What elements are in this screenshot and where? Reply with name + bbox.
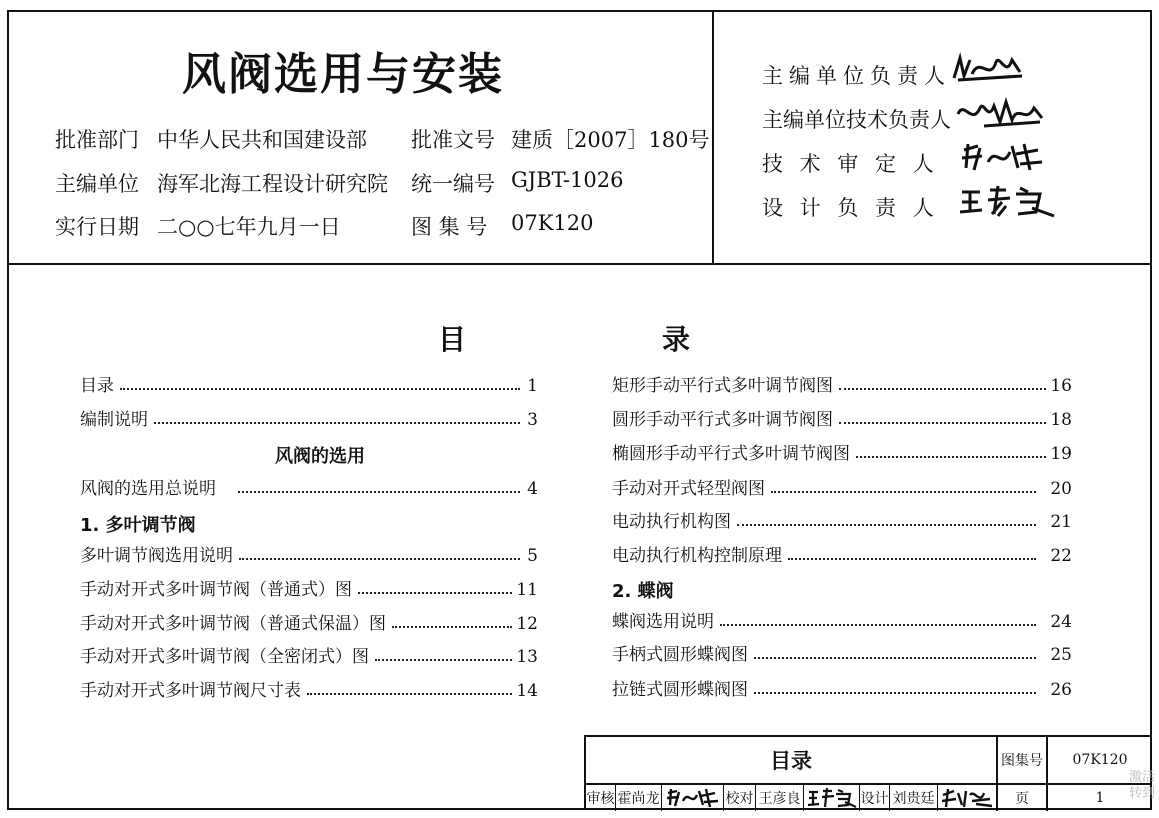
header-vertical-divider [712,10,714,264]
responsible-label: 主编单位技术负责人 [762,108,951,132]
toc-leader [392,626,512,628]
page-value: 1 [1095,790,1105,806]
toc-item-opposed-normal[interactable] [80,576,538,600]
signature-2 [954,96,1046,130]
toc-item-page: 14 [516,681,538,701]
toc-section-damper-selection: 风阀的选用 [275,446,365,467]
toc-leader [358,592,512,594]
header-divider [7,263,1152,265]
signature-3 [958,140,1046,174]
toc-item-title: 矩形手动平行式多叶调节阀图 [612,376,833,396]
toc-item-page: 12 [516,614,538,634]
toc-leader [754,657,1036,659]
toc-item-page: 11 [516,580,538,600]
activation-watermark: 激活 转到 [1128,770,1155,801]
toc-item-oval-parallel[interactable] [612,440,1072,464]
toc-item-title: 手动对开式轻型阀图 [612,479,765,499]
check-signature-mark [806,787,858,809]
toc-leader [754,692,1036,694]
check-signature [804,785,860,811]
toc-item-page: 26 [1050,680,1072,700]
toc-item-title: 圆形手动平行式多叶调节阀图 [612,410,833,430]
toc-leader [120,388,520,390]
toc-leader [856,456,1046,458]
review-signature-mark [665,787,721,809]
toc-leader [839,388,1046,390]
toc-item-title: 手动对开式多叶调节阀尺寸表 [80,681,301,701]
design-name: 刘贵廷 [890,785,938,811]
toc-leader [238,491,520,493]
responsible-row-1 [762,60,951,90]
toc-item-page: 21 [1050,512,1072,532]
toc-item-page: 3 [527,410,538,430]
toc-leader [737,524,1036,526]
responsible-label: 设 计 负 责 人 [762,196,934,220]
toc-item-title: 目录 [80,376,114,396]
toc-item-butterfly-notes[interactable] [612,608,1072,632]
toc-item-opposed-sealed[interactable] [80,643,538,667]
toc-item-title: 多叶调节阀选用说明 [80,546,233,566]
design-signature [938,785,998,811]
toc-item-contents[interactable] [80,372,538,396]
approval-value-2: GJBT-1026 [511,168,624,192]
toc-item-title: 风阀的选用总说明 [80,479,216,499]
toc-item-light-damper[interactable] [612,475,1072,499]
toc-item-actuator[interactable] [612,508,1072,532]
toc-heading-right: 录 [662,323,691,356]
toc-leader [375,659,512,661]
toc-item-opposed-dimensions[interactable] [80,677,538,701]
approval-value-2: 07K120 [511,211,594,235]
approval-label: 批准部门 [55,128,139,152]
page-label: 页 [998,785,1048,811]
approval-label-2: 图 集 号 [411,215,488,239]
atlas-number-label: 图集号 [998,737,1048,785]
design-label: 设计 [860,785,890,811]
check-label: 校对 [724,785,756,811]
responsible-label: 主编单位负责人 [762,64,951,88]
toc-item-page: 1 [527,376,538,396]
toc-item-title: 手动对开式多叶调节阀（普通式）图 [80,580,352,600]
toc-item-chain-butterfly[interactable] [612,676,1072,700]
toc-item-selection-general[interactable] [80,475,538,499]
toc-leader [788,558,1036,560]
check-name: 王彦良 [756,785,804,811]
toc-item-page: 19 [1050,444,1072,464]
toc-item-round-parallel[interactable] [612,406,1072,430]
toc-item-page: 20 [1050,479,1072,499]
toc-item-title: 蝶阀选用说明 [612,612,714,632]
approval-label-2: 批准文号 [411,128,495,152]
toc-leader [154,422,520,424]
approval-value-2: 建质［2007］180号 [511,128,710,152]
approval-label: 实行日期 [55,215,139,239]
toc-item-page: 18 [1050,410,1072,430]
toc-item-page: 5 [527,546,538,566]
approval-value: 海军北海工程设计研究院 [157,172,388,196]
toc-section-butterfly: 2. 蝶阀 [612,581,674,602]
review-name: 霍尚龙 [616,785,662,811]
toc-leader [720,624,1036,626]
drawing-title: 目录 [586,737,998,785]
toc-item-page: 25 [1050,645,1072,665]
toc-item-title: 拉链式圆形蝶阀图 [612,680,748,700]
toc-item-rect-parallel[interactable] [612,372,1072,396]
approval-value: 中华人民共和国建设部 [157,128,367,152]
atlas-title: 风阀选用与安装 [182,49,504,100]
responsible-row-4 [762,192,934,222]
approval-label-2: 统一编号 [411,172,495,196]
toc-leader [307,693,512,695]
toc-leader [239,558,520,560]
toc-leader [839,422,1046,424]
toc-leader [771,491,1036,493]
toc-item-title: 椭圆形手动平行式多叶调节阀图 [612,444,850,464]
toc-item-title: 编制说明 [80,410,148,430]
signature-4 [958,184,1058,218]
toc-item-title: 手动对开式多叶调节阀（全密闭式）图 [80,647,369,667]
toc-item-page: 16 [1050,376,1072,396]
design-signature-mark [940,787,994,809]
toc-item-page: 13 [516,647,538,667]
signature-1 [950,52,1030,86]
toc-item-multi-blade-notes[interactable] [80,542,538,566]
title-block [584,735,1150,809]
toc-item-title: 手动对开式多叶调节阀（普通式保温）图 [80,614,386,634]
responsible-row-3 [762,148,934,178]
toc-item-title: 手柄式圆形蝶阀图 [612,645,748,665]
toc-item-opposed-insulated[interactable] [80,610,538,634]
review-signature [662,785,724,811]
toc-item-page: 22 [1050,546,1072,566]
responsible-label: 技 术 审 定 人 [762,152,934,176]
approval-label: 主编单位 [55,172,139,196]
toc-section-multi-blade: 1. 多叶调节阀 [80,515,196,536]
toc-item-page: 24 [1050,612,1072,632]
review-label: 审核 [586,785,616,811]
toc-item-page: 4 [527,479,538,499]
toc-item-title: 电动执行机构图 [612,512,731,532]
toc-heading-left: 目 [438,323,467,356]
responsible-row-2 [762,104,951,134]
atlas-number-value: 07K120 [1048,737,1152,785]
toc-item-compilation-notes[interactable] [80,406,538,430]
toc-item-actuator-control[interactable] [612,542,1072,566]
approval-value: 二○○七年九月一日 [157,215,341,239]
toc-item-handle-butterfly[interactable] [612,641,1072,665]
toc-item-title: 电动执行机构控制原理 [612,546,782,566]
